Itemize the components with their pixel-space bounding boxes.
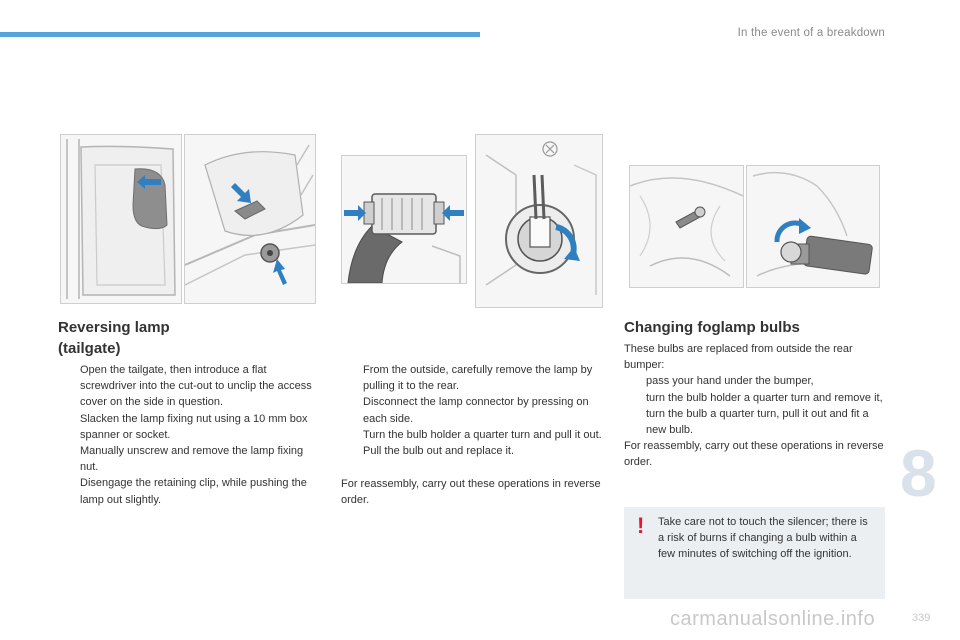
- section-title: In the event of a breakdown: [737, 27, 885, 39]
- figure-foglamp-bulb: [746, 165, 880, 288]
- list-item: Pull the bulb out and replace it.: [363, 445, 515, 458]
- foglamp-steps: [624, 341, 886, 471]
- list-item: From the outside, carefully remove the lamp by pulling it to the rear.: [363, 364, 593, 393]
- list-item: turn the bulb holder a quarter turn and remove it,: [646, 391, 883, 404]
- warning-icon: !: [637, 513, 645, 538]
- reversing-steps-col2: [341, 362, 603, 509]
- reversing-title-line2: (tailgate): [58, 340, 121, 357]
- header-accent-bar: [0, 32, 480, 37]
- list-item: Disengage the retaining clip, while pushing the lamp out slightly.: [80, 477, 307, 506]
- chapter-number: 8: [900, 436, 937, 510]
- reversing-title-line1: Reversing lamp: [58, 319, 170, 336]
- foglamp-reassembly-note: For reassembly, carry out these operations in reverse order.: [624, 440, 884, 469]
- page-number: 339: [912, 612, 931, 624]
- list-item: Manually unscrew and remove the lamp fixing nut.: [80, 445, 304, 474]
- figure-bulb-holder: [475, 134, 603, 308]
- warning-box: [624, 507, 885, 599]
- reversing-lamp-heading: [58, 317, 170, 359]
- foglamp-heading: Changing foglamp bulbs: [624, 319, 800, 336]
- list-item: turn the bulb a quarter turn, pull it out and fit a new bulb.: [646, 407, 869, 437]
- warning-text: Take care not to touch the silencer; there is a risk of burns if changing a bulb within a few minutes of switching off the ignition.: [658, 516, 868, 561]
- list-item: Slacken the lamp fixing nut using a 10 mm box spanner or socket.: [80, 412, 308, 441]
- reversing-reassembly-note: For reassembly, carry out these operations in reverse order.: [341, 478, 601, 507]
- list-item: Turn the bulb holder a quarter turn and pull it out.: [363, 428, 602, 441]
- list-item: Disconnect the lamp connector by pressing on each side.: [363, 396, 589, 425]
- list-item: pass your hand under the bumper,: [646, 375, 814, 388]
- figure-tailgate-cover: [60, 134, 182, 304]
- figure-foglamp-under-bumper: [629, 165, 744, 288]
- list-item: Open the tailgate, then introduce a flat screwdriver into the cut-out to unclip the access cover on the side in question.: [80, 364, 312, 409]
- reversing-steps-col1: [58, 362, 320, 508]
- figure-lamp-fixing-nut: [184, 134, 316, 304]
- foglamp-intro: These bulbs are replaced from outside the rear bumper:: [624, 343, 853, 372]
- watermark: carmanualsonline.info: [670, 608, 876, 630]
- figure-lamp-connector: [341, 155, 467, 284]
